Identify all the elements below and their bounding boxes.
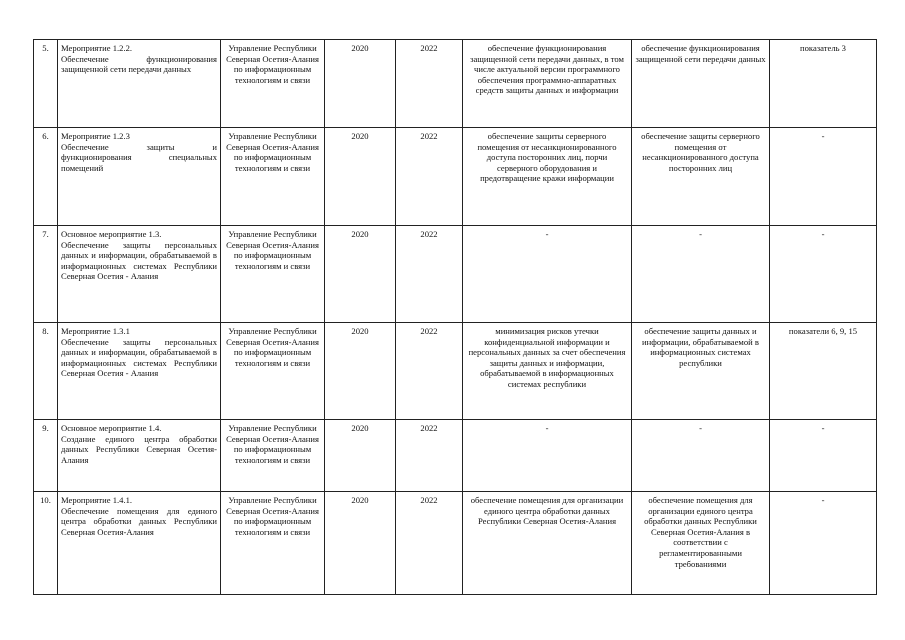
indicator-link: - — [770, 420, 877, 492]
start-year: 2020 — [325, 40, 396, 128]
indicator-link: - — [770, 128, 877, 226]
non-implementation-consequence: обеспечение защиты серверного помещения от несанкционированного доступа посторонних лиц — [632, 128, 770, 226]
end-year: 2022 — [396, 128, 463, 226]
expected-result: обеспечение защиты серверного помещения от несанкционированного доступа посторонних лиц, порчи серверного оборудования и предотвращение кражи информации — [463, 128, 632, 226]
row-number: 6. — [34, 128, 58, 226]
measure-name: Мероприятие 1.2.3 Обеспечение защиты и функционирования специальных помещений — [58, 128, 221, 226]
measure-name: Основное мероприятие 1.3. Обеспечение защиты персональных данных и информации, обрабатываемой в информационных системах Республики Северная Осетия - Алания — [58, 226, 221, 323]
table-body — [34, 40, 877, 595]
expected-result: обеспечение помещения для организации единого центра обработки данных Республики Северная Осетия-Алания — [463, 492, 632, 595]
start-year: 2020 — [325, 323, 396, 420]
expected-result: - — [463, 226, 632, 323]
responsible-executor: Управление Республики Северная Осетия-Алания по информационным технологиям и связи — [221, 40, 325, 128]
end-year: 2022 — [396, 420, 463, 492]
non-implementation-consequence: обеспечение защиты данных и информации, обрабатываемой в информационных системах республики — [632, 323, 770, 420]
non-implementation-consequence: обеспечение помещения для организации единого центра обработки данных Республики Северная Осетия-Алания в соответствии с регламентированными требованиями — [632, 492, 770, 595]
table-row — [34, 226, 877, 323]
end-year: 2022 — [396, 323, 463, 420]
measure-name: Основное мероприятие 1.4. Создание единого центра обработки данных Республики Северная Осетия-Алания — [58, 420, 221, 492]
responsible-executor: Управление Республики Северная Осетия-Алания по информационным технологиям и связи — [221, 128, 325, 226]
end-year: 2022 — [396, 226, 463, 323]
end-year: 2022 — [396, 492, 463, 595]
measure-name: Мероприятие 1.4.1. Обеспечение помещения для единого центра обработки данных Республики Северная Осетия-Алания — [58, 492, 221, 595]
indicator-link: показатель 3 — [770, 40, 877, 128]
row-number: 7. — [34, 226, 58, 323]
row-number: 9. — [34, 420, 58, 492]
indicator-link: показатели 6, 9, 15 — [770, 323, 877, 420]
non-implementation-consequence: - — [632, 226, 770, 323]
row-number: 10. — [34, 492, 58, 595]
expected-result: обеспечение функционирования защищенной сети передачи данных, в том числе актуальной версии программного обеспечения программно-аппаратных средств защиты данных и информации — [463, 40, 632, 128]
start-year: 2020 — [325, 128, 396, 226]
start-year: 2020 — [325, 492, 396, 595]
expected-result: минимизация рисков утечки конфиденциальной информации и персональных данных за счет обеспечения защиты данных и информации, обрабатываемой в информационных системах республики — [463, 323, 632, 420]
measure-name: Мероприятие 1.2.2. Обеспечение функционирования защищенной сети передачи данных — [58, 40, 221, 128]
expected-result: - — [463, 420, 632, 492]
start-year: 2020 — [325, 226, 396, 323]
indicator-link: - — [770, 226, 877, 323]
non-implementation-consequence: - — [632, 420, 770, 492]
table-row — [34, 40, 877, 128]
responsible-executor: Управление Республики Северная Осетия-Алания по информационным технологиям и связи — [221, 226, 325, 323]
table-row — [34, 128, 877, 226]
responsible-executor: Управление Республики Северная Осетия-Алания по информационным технологиям и связи — [221, 323, 325, 420]
start-year: 2020 — [325, 420, 396, 492]
row-number: 8. — [34, 323, 58, 420]
row-number: 5. — [34, 40, 58, 128]
table-row — [34, 492, 877, 595]
responsible-executor: Управление Республики Северная Осетия-Алания по информационным технологиям и связи — [221, 420, 325, 492]
responsible-executor: Управление Республики Северная Осетия-Алания по информационным технологиям и связи — [221, 492, 325, 595]
measure-name: Мероприятие 1.3.1 Обеспечение защиты персональных данных и информации, обрабатываемой в информационных системах Республики Северная Осетия - Алания — [58, 323, 221, 420]
indicator-link: - — [770, 492, 877, 595]
program-measures-table — [33, 39, 877, 595]
end-year: 2022 — [396, 40, 463, 128]
table-row — [34, 323, 877, 420]
table-row — [34, 420, 877, 492]
non-implementation-consequence: обеспечение функционирования защищенной сети передачи данных — [632, 40, 770, 128]
